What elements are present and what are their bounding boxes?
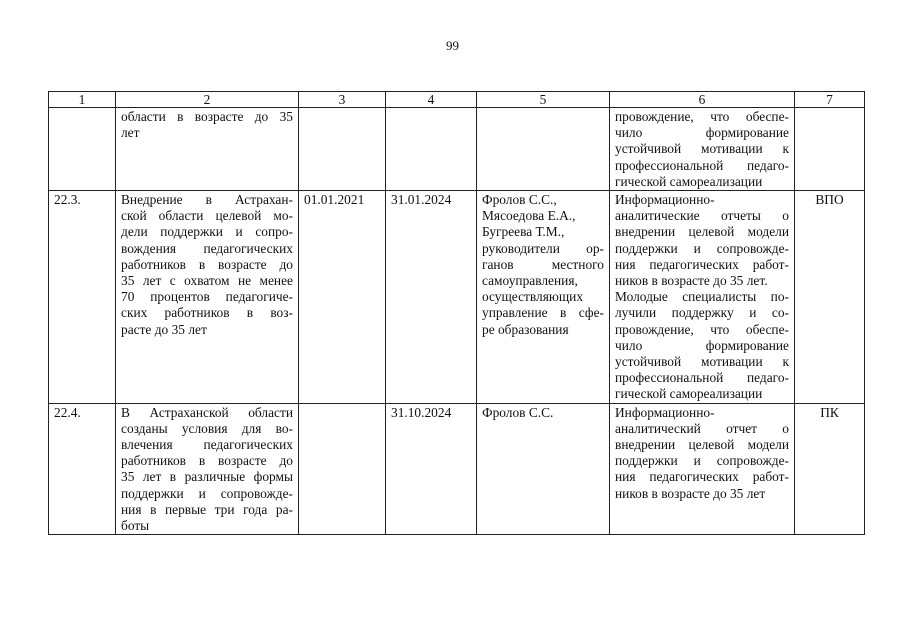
row-number-cell xyxy=(49,191,116,404)
cell-line: ния педагогических работ- xyxy=(615,256,789,272)
type-cell xyxy=(795,191,865,404)
description-cell xyxy=(116,403,299,535)
cell-line: ганов местного xyxy=(482,256,604,272)
cell-text: 22.4. xyxy=(54,404,81,420)
cell-line: Информационно- xyxy=(615,192,715,208)
cell-line: работников в возрасте до xyxy=(121,453,293,469)
cell-line: осуществляющих xyxy=(482,289,584,305)
cell-line: вождения педагогических xyxy=(121,240,293,256)
row-number-cell xyxy=(49,108,116,191)
column-header: 1 xyxy=(49,92,116,108)
result-cell xyxy=(610,403,795,535)
cell-line: работников в возрасте до xyxy=(121,256,293,272)
cell-line: дели поддержки и сопро- xyxy=(121,224,293,240)
cell-line: Информационно- xyxy=(615,404,715,420)
cell-line: управление в сфе- xyxy=(482,305,604,321)
cell-line: Внедрение в Астрахан- xyxy=(121,192,293,208)
table-row xyxy=(49,403,865,535)
cell-line: аналитический отчет о xyxy=(615,420,789,436)
end-date-cell xyxy=(386,403,477,535)
cell-line: 70 процентов педагогиче- xyxy=(121,289,293,305)
description-cell xyxy=(116,191,299,404)
cell-line: ской области целевой мо- xyxy=(121,208,293,224)
cell-line: расте до 35 лет xyxy=(121,321,207,337)
cell-line: влечения педагогических xyxy=(121,437,293,453)
table-body xyxy=(49,108,865,535)
cell-line: чило формирование xyxy=(615,125,789,141)
page-number: 99 xyxy=(446,38,459,53)
result-cell xyxy=(610,191,795,404)
cell-line: Мясоедова Е.А., xyxy=(482,208,576,224)
cell-line: Бугреева Т.М., xyxy=(482,224,565,240)
header-row xyxy=(49,92,865,108)
cell-line: боты xyxy=(121,518,150,534)
row-number-cell xyxy=(49,403,116,535)
description-cell xyxy=(116,108,299,191)
column-header: 7 xyxy=(795,92,865,108)
cell-line: лучили поддержку и со- xyxy=(615,305,789,321)
cell-line: провождение, что обеспе- xyxy=(615,109,789,124)
cell-line: созданы условия для во- xyxy=(121,420,293,436)
cell-line: поддержки и сопровожде- xyxy=(121,485,293,501)
cell-line: ре образования xyxy=(482,321,569,337)
cell-line: гической самореализации xyxy=(615,386,763,402)
cell-line: ников в возрасте до 35 лет xyxy=(615,485,766,501)
type-cell xyxy=(795,403,865,535)
cell-line: лет xyxy=(121,125,140,141)
cell-line: Фролов С.С., xyxy=(482,192,557,208)
cell-line: Молодые специалисты по- xyxy=(615,289,789,305)
cell-line: ников в возрасте до 35 лет. xyxy=(615,273,768,289)
cell-line: чило формирование xyxy=(615,337,789,353)
cell-line: Фролов С.С. xyxy=(482,404,554,420)
start-date-cell xyxy=(299,191,386,404)
table-row xyxy=(49,191,865,404)
cell-line: аналитические отчеты о xyxy=(615,208,789,224)
cell-line: ния в первые три года ра- xyxy=(121,501,293,517)
cell-line: В Астраханской области xyxy=(121,404,293,420)
cell-line: внедрении целевой модели xyxy=(615,224,789,240)
cell-text: ПК xyxy=(820,404,839,420)
cell-text: ВПО xyxy=(815,192,844,208)
plan-table xyxy=(48,91,865,535)
cell-text: 01.01.2021 xyxy=(304,192,365,208)
cell-line: самоуправления, xyxy=(482,273,578,289)
type-cell xyxy=(795,108,865,191)
end-date-cell xyxy=(386,108,477,191)
result-cell xyxy=(610,108,795,191)
cell-line: 35 лет с охватом не менее xyxy=(121,273,293,289)
responsible-cell xyxy=(477,403,610,535)
table-row xyxy=(49,108,865,191)
cell-line: ния педагогических работ- xyxy=(615,469,789,485)
cell-line: поддержки и сопровожде- xyxy=(615,240,789,256)
cell-text: 31.01.2024 xyxy=(391,192,452,208)
cell-line: области в возрасте до 35 xyxy=(121,109,293,124)
cell-line: провождение, что обеспе- xyxy=(615,321,789,337)
end-date-cell xyxy=(386,191,477,404)
cell-text: 31.10.2024 xyxy=(391,404,452,420)
cell-line: поддержки и сопровожде- xyxy=(615,453,789,469)
column-header: 3 xyxy=(299,92,386,108)
start-date-cell xyxy=(299,403,386,535)
cell-line: руководители ор- xyxy=(482,240,604,256)
start-date-cell xyxy=(299,108,386,191)
cell-text: 22.3. xyxy=(54,192,81,208)
column-header: 6 xyxy=(610,92,795,108)
cell-line: профессиональной педаго- xyxy=(615,157,789,173)
responsible-cell xyxy=(477,108,610,191)
column-header: 2 xyxy=(116,92,299,108)
responsible-cell xyxy=(477,191,610,404)
cell-line: внедрении целевой модели xyxy=(615,437,789,453)
cell-line: устойчивой мотивации к xyxy=(615,141,789,157)
cell-line: ских работников в воз- xyxy=(121,305,293,321)
cell-line: профессиональной педаго- xyxy=(615,370,789,386)
column-header: 4 xyxy=(386,92,477,108)
column-header: 5 xyxy=(477,92,610,108)
cell-line: устойчивой мотивации к xyxy=(615,354,789,370)
cell-line: гической самореализации xyxy=(615,173,763,189)
cell-line: 35 лет в различные формы xyxy=(121,469,293,485)
